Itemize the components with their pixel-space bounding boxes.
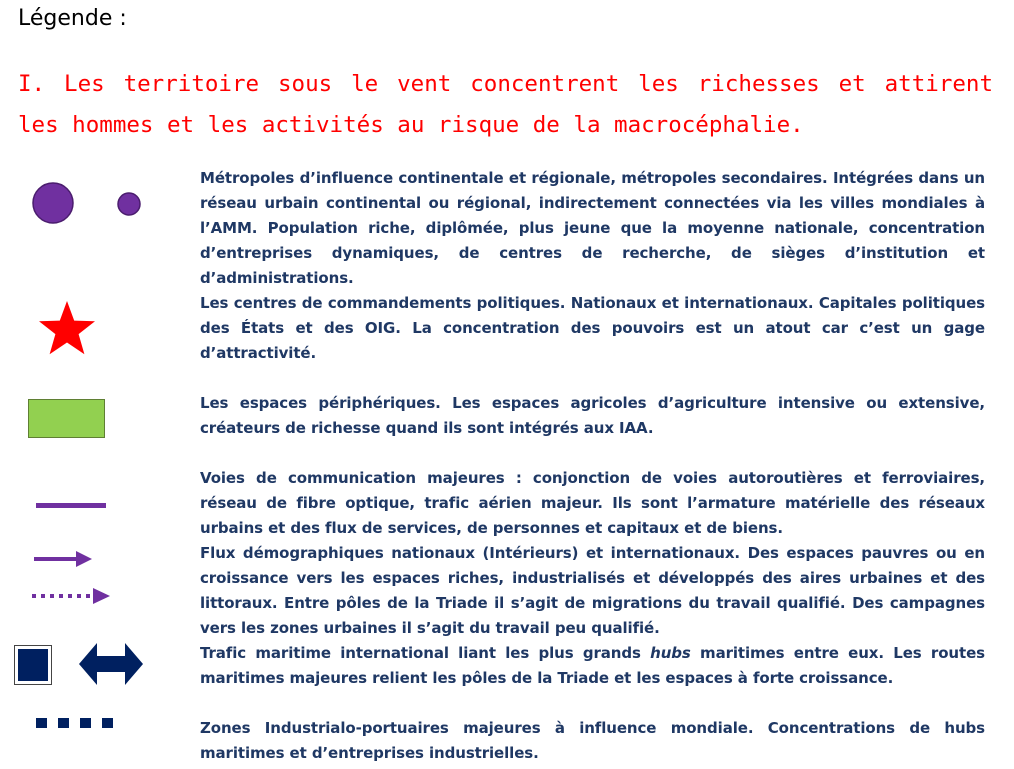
legend-text-metropoles: Métropoles d’influence continentale et régionale, métropoles secondaires. Intégrées dans un réseau urbain continental ou régional, indirectement connectées via les villes mondiales à l’AMM. Population riche, diplômée, plus jeune que la moyenne nationale, concentration d’entreprises dynamiques, de centres de recherche, de sièges d’institution et d’administrations. [200, 169, 985, 287]
peripheral-area-swatch [28, 399, 105, 438]
maritime-route-double-arrow-icon [78, 640, 144, 688]
legend-text-peripheral: Les espaces périphériques. Les espaces agricoles d’agriculture intensive ou extensive, créateurs de richesse quand ils sont intégrés aux IAA. [200, 394, 985, 437]
legend-text-capitals: Les centres de commandements politiques. Nationaux et internationaux. Capitales politiques des États et des OIG. La concentration des pouvoirs est un atout car c’est un gage d’attractivité. [200, 294, 985, 362]
maritime-text-before: Trafic maritime international liant les plus grands [200, 644, 651, 662]
legend-text-industrial-port: Zones Industrialo-portuaires majeures à influence mondiale. Concentrations de hubs maritimes et d’entreprises industrielles. [200, 719, 985, 762]
legend-text-demographic-flows: Flux démographiques nationaux (Intérieurs) et internationaux. Des espaces pauvres ou en croissance vers les espaces riches, industrialisés et développés des aires urbaines et des littoraux. Entre pôles de la Triade il s’agit de migrations du travail qualifié. Des campagnes vers les zones urbaines il s’agit du travail peu qualifié. [200, 544, 985, 637]
legend-text-communication: Voies de communication majeures : conjonction de voies autoroutières et ferroviaires, réseau de fibre optique, trafic aérien majeur. Ils sont l’armature matérielle des réseaux urbains et des flux de services, de personnes et capitaux et de biens. [200, 469, 985, 537]
metropole-circles-icon [28, 180, 148, 228]
capital-star-icon [36, 299, 98, 361]
demographic-flow-arrows-icon [30, 546, 114, 608]
maritime-text-after: maritimes entre eux. Les routes maritimes majeures relient les pôles de la Triade et les espaces à forte croissance. [200, 644, 985, 687]
legend-text-maritime [200, 641, 985, 691]
section-heading: I. Les territoire sous le vent concentrent les richesses et attirent les hommes et les activités au risque de la macrocéphalie. [18, 71, 993, 138]
communication-line-icon [36, 500, 108, 512]
maritime-text-hubs: hubs [650, 644, 691, 662]
industrial-port-zone-icon [36, 716, 118, 732]
maritime-hub-square-icon [14, 645, 52, 685]
legend-title: Légende : [18, 6, 127, 31]
